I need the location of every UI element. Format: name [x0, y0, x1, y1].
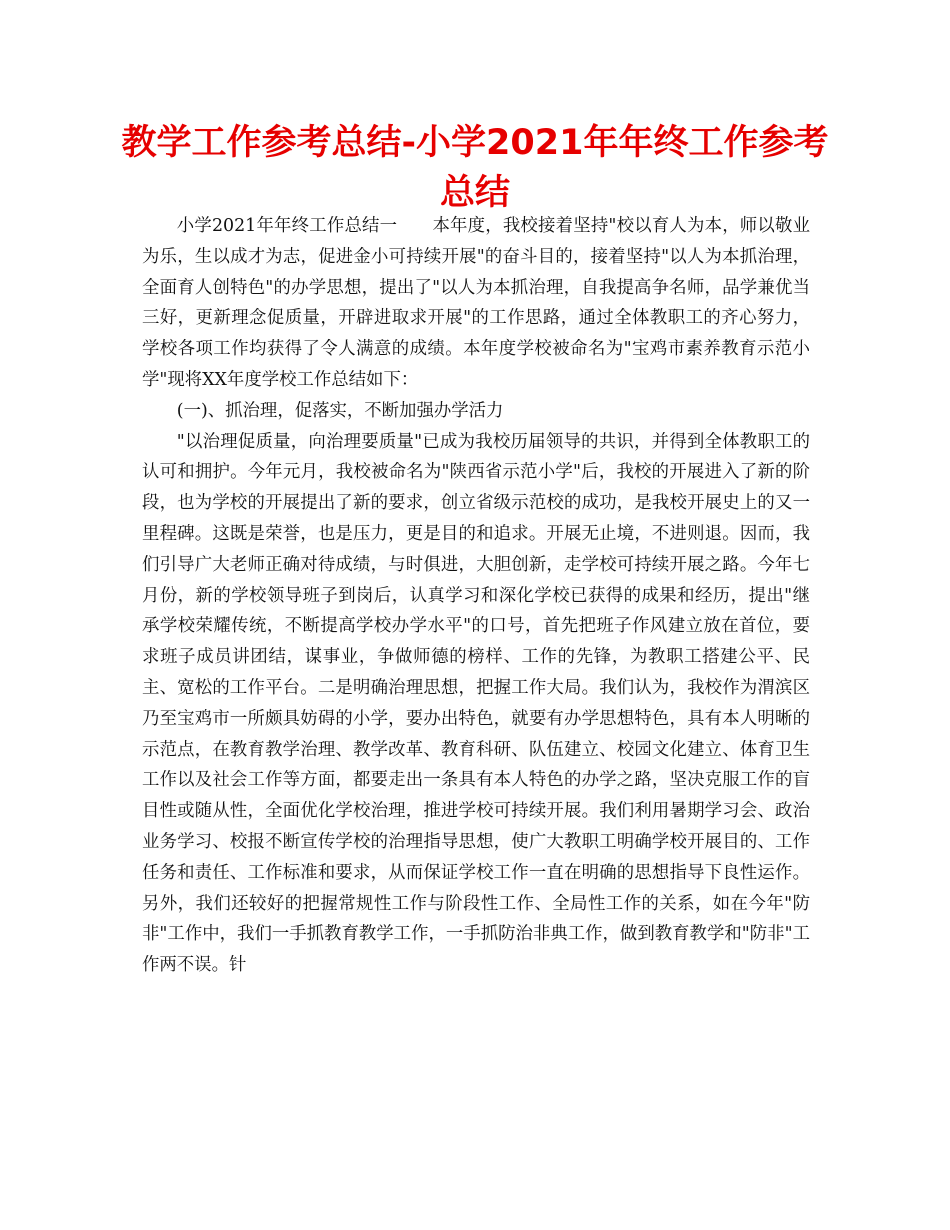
- document-title: 教学工作参考总结-小学2021年年终工作参考总结: [121, 123, 829, 213]
- body-paragraph: "以治理促质量，向治理要质量"已成为我校历届领导的共识，并得到全体教职工的认可和拥护。今年元月，我校被命名为"陕西省示范小学"后，我校的开展进入了新的阶段，也为学校的开展提出了新的要求，创立省级示范校的成功，是我校开展史上的又一里程碑。这既是荣誉，也是压力，更是目的和追求。开展无止境，不进则退。因而，我们引导广大老师正确对待成绩，与时俱进，大胆创新，走学校可持续开展之路。今年七月份，新的学校领导班子到岗后，认真学习和深化学校已获得的成果和经历，提出"继承学校荣耀传统，不断提高学校办学水平"的口号，首先把班子作风建立放在首位，要求班子成员讲团结，谋事业，争做师德的榜样、工作的先锋，为教职工搭建公平、民主、宽松的工作平台。二是明确治理思想，把握工作大局。我们认为，我校作为渭滨区乃至宝鸡市一所颇具妨碍的小学，要办出特色，就要有办学思想特色，具有本人明晰的示范点，在教育教学治理、教学改革、教育科研、队伍建立、校园文化建立、体育卫生工作以及社会工作等方面，都要走出一条具有本人特色的办学之路，坚决克服工作的盲目性或随从性，全面优化学校治理，推进学校可持续开展。我们利用暑期学习会、政治业务学习、校报不断宣传学校的治理指导思想，使广大教职工明确学校开展目的、工作任务和责任、工作标准和要求，从而保证学校工作一直在明确的思想指导下良性运作。另外，我们还较好的把握常规性工作与阶段性工作、全局性工作的关系，如在今年"防非"工作中，我们一手抓教育教学工作，一手抓防治非典工作，做到教育教学和"防非"工作两不误。针: [142, 431, 810, 976]
- body-paragraph: 小学2021年年终工作总结一 本年度，我校接着坚持"校以育人为本，师以敬业为乐，生以成才为志，促进金小可持续开展"的奋斗目的，接着坚持"以人为本抓治理，全面育人创特色"的办学思想，提出了"以人为本抓治理，自我提高争名师，品学兼优当三好，更新理念促质量，开辟进取求开展"的工作思路，通过全体教职工的齐心努力，学校各项工作均获得了令人满意的成绩。本年度学校被命名为"宝鸡市素养教育示范小学"现将XX年度学校工作总结如下：: [142, 216, 810, 390]
- document-body: [142, 211, 810, 981]
- section-heading: (一)、抓治理，促落实，不断加强办学活力: [176, 400, 504, 421]
